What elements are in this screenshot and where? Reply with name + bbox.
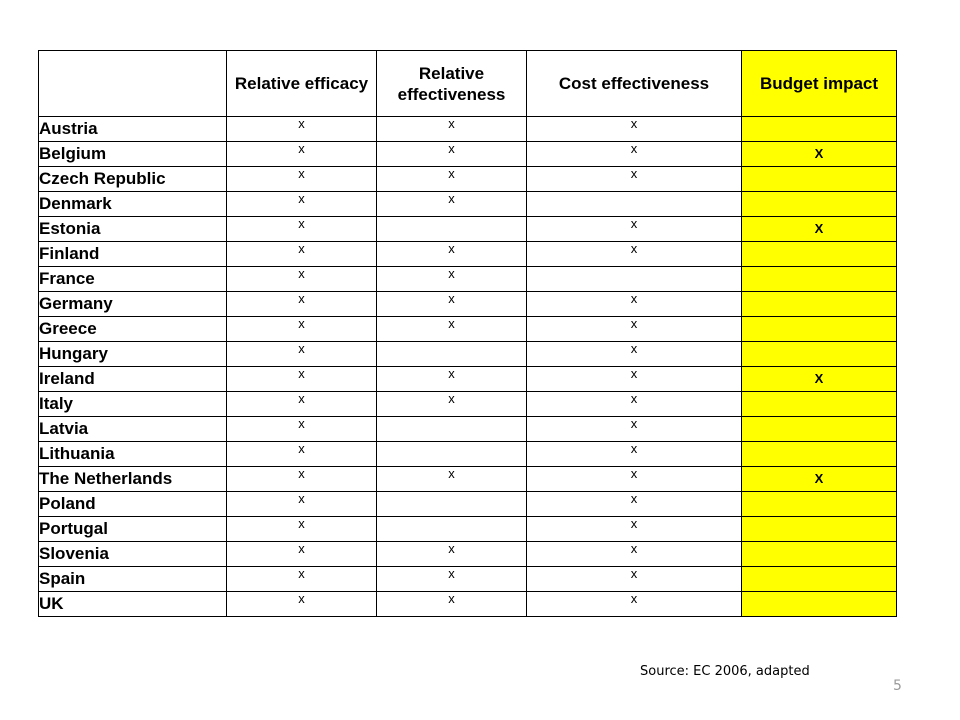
efficacy-cell: x	[227, 467, 377, 492]
effectiveness-cell	[377, 417, 527, 442]
country-cell: Hungary	[39, 342, 227, 367]
budget-impact-cell	[742, 567, 897, 592]
table-row	[39, 392, 897, 417]
budget-impact-cell	[742, 342, 897, 367]
country-cell: Austria	[39, 117, 227, 142]
budget-impact-cell	[742, 417, 897, 442]
effectiveness-cell: x	[377, 192, 527, 217]
table-row	[39, 192, 897, 217]
effectiveness-cell	[377, 492, 527, 517]
country-cell: Czech Republic	[39, 167, 227, 192]
country-cell: Lithuania	[39, 442, 227, 467]
header-budget-impact: Budget impact	[742, 51, 897, 117]
table-row	[39, 142, 897, 167]
efficacy-cell: x	[227, 167, 377, 192]
country-cell: Italy	[39, 392, 227, 417]
header-relative-efficacy: Relative efficacy	[227, 51, 377, 117]
effectiveness-cell: x	[377, 267, 527, 292]
cost-effectiveness-cell: x	[527, 167, 742, 192]
efficacy-cell: x	[227, 567, 377, 592]
header-relative-effectiveness: Relative effectiveness	[377, 51, 527, 117]
effectiveness-cell: x	[377, 167, 527, 192]
table-body	[39, 117, 897, 617]
country-cell: Denmark	[39, 192, 227, 217]
budget-impact-cell: X	[742, 217, 897, 242]
budget-impact-cell	[742, 392, 897, 417]
budget-impact-cell	[742, 242, 897, 267]
effectiveness-cell: x	[377, 567, 527, 592]
efficacy-cell: x	[227, 267, 377, 292]
table-row	[39, 542, 897, 567]
table-row	[39, 342, 897, 367]
country-cell: Greece	[39, 317, 227, 342]
budget-impact-cell	[742, 442, 897, 467]
table-row	[39, 167, 897, 192]
cost-effectiveness-cell: x	[527, 542, 742, 567]
budget-impact-cell: X	[742, 467, 897, 492]
table-row	[39, 592, 897, 617]
country-cell: Belgium	[39, 142, 227, 167]
table-row	[39, 292, 897, 317]
effectiveness-cell: x	[377, 142, 527, 167]
effectiveness-cell: x	[377, 317, 527, 342]
cost-effectiveness-cell: x	[527, 567, 742, 592]
table-header-row	[39, 51, 897, 117]
effectiveness-cell: x	[377, 592, 527, 617]
budget-impact-cell	[742, 167, 897, 192]
header-country	[39, 51, 227, 117]
cost-effectiveness-cell	[527, 267, 742, 292]
effectiveness-cell: x	[377, 292, 527, 317]
cost-effectiveness-cell: x	[527, 217, 742, 242]
efficacy-cell: x	[227, 442, 377, 467]
country-cell: Slovenia	[39, 542, 227, 567]
efficacy-cell: x	[227, 142, 377, 167]
table-row	[39, 492, 897, 517]
budget-impact-cell	[742, 292, 897, 317]
efficacy-cell: x	[227, 542, 377, 567]
efficacy-cell: x	[227, 367, 377, 392]
country-cell: Latvia	[39, 417, 227, 442]
effectiveness-cell: x	[377, 467, 527, 492]
efficacy-cell: x	[227, 392, 377, 417]
cost-effectiveness-cell: x	[527, 292, 742, 317]
table-row	[39, 217, 897, 242]
efficacy-cell: x	[227, 517, 377, 542]
hta-criteria-table	[38, 50, 897, 617]
effectiveness-cell: x	[377, 242, 527, 267]
efficacy-cell: x	[227, 242, 377, 267]
cost-effectiveness-cell: x	[527, 242, 742, 267]
cost-effectiveness-cell: x	[527, 342, 742, 367]
cost-effectiveness-cell: x	[527, 392, 742, 417]
country-cell: Estonia	[39, 217, 227, 242]
effectiveness-cell	[377, 217, 527, 242]
country-cell: Poland	[39, 492, 227, 517]
header-cost-effectiveness: Cost effectiveness	[527, 51, 742, 117]
country-cell: Spain	[39, 567, 227, 592]
effectiveness-cell: x	[377, 117, 527, 142]
cost-effectiveness-cell: x	[527, 367, 742, 392]
source-note: Source: EC 2006, adapted	[640, 664, 810, 679]
budget-impact-cell	[742, 267, 897, 292]
country-cell: Ireland	[39, 367, 227, 392]
table-row	[39, 267, 897, 292]
effectiveness-cell	[377, 517, 527, 542]
cost-effectiveness-cell: x	[527, 317, 742, 342]
cost-effectiveness-cell: x	[527, 492, 742, 517]
table-row	[39, 467, 897, 492]
country-cell: UK	[39, 592, 227, 617]
country-cell: Germany	[39, 292, 227, 317]
efficacy-cell: x	[227, 417, 377, 442]
budget-impact-cell: X	[742, 142, 897, 167]
country-cell: Portugal	[39, 517, 227, 542]
cost-effectiveness-cell: x	[527, 517, 742, 542]
budget-impact-cell	[742, 192, 897, 217]
table-row	[39, 417, 897, 442]
efficacy-cell: x	[227, 592, 377, 617]
table-row	[39, 317, 897, 342]
efficacy-cell: x	[227, 317, 377, 342]
efficacy-cell: x	[227, 292, 377, 317]
cost-effectiveness-cell: x	[527, 417, 742, 442]
budget-impact-cell	[742, 542, 897, 567]
efficacy-cell: x	[227, 117, 377, 142]
efficacy-cell: x	[227, 217, 377, 242]
table-row	[39, 442, 897, 467]
cost-effectiveness-cell: x	[527, 142, 742, 167]
effectiveness-cell	[377, 442, 527, 467]
cost-effectiveness-cell: x	[527, 442, 742, 467]
budget-impact-cell	[742, 517, 897, 542]
country-cell: The Netherlands	[39, 467, 227, 492]
page-number: 5	[893, 678, 902, 694]
budget-impact-cell: X	[742, 367, 897, 392]
cost-effectiveness-cell: x	[527, 117, 742, 142]
budget-impact-cell	[742, 117, 897, 142]
table-row	[39, 117, 897, 142]
effectiveness-cell	[377, 342, 527, 367]
effectiveness-cell: x	[377, 367, 527, 392]
budget-impact-cell	[742, 592, 897, 617]
cost-effectiveness-cell: x	[527, 592, 742, 617]
table-row	[39, 367, 897, 392]
efficacy-cell: x	[227, 342, 377, 367]
country-cell: Finland	[39, 242, 227, 267]
efficacy-cell: x	[227, 192, 377, 217]
effectiveness-cell: x	[377, 392, 527, 417]
country-cell: France	[39, 267, 227, 292]
table-row	[39, 242, 897, 267]
effectiveness-cell: x	[377, 542, 527, 567]
table-row	[39, 567, 897, 592]
cost-effectiveness-cell: x	[527, 467, 742, 492]
table-row	[39, 517, 897, 542]
efficacy-cell: x	[227, 492, 377, 517]
budget-impact-cell	[742, 317, 897, 342]
cost-effectiveness-cell	[527, 192, 742, 217]
budget-impact-cell	[742, 492, 897, 517]
